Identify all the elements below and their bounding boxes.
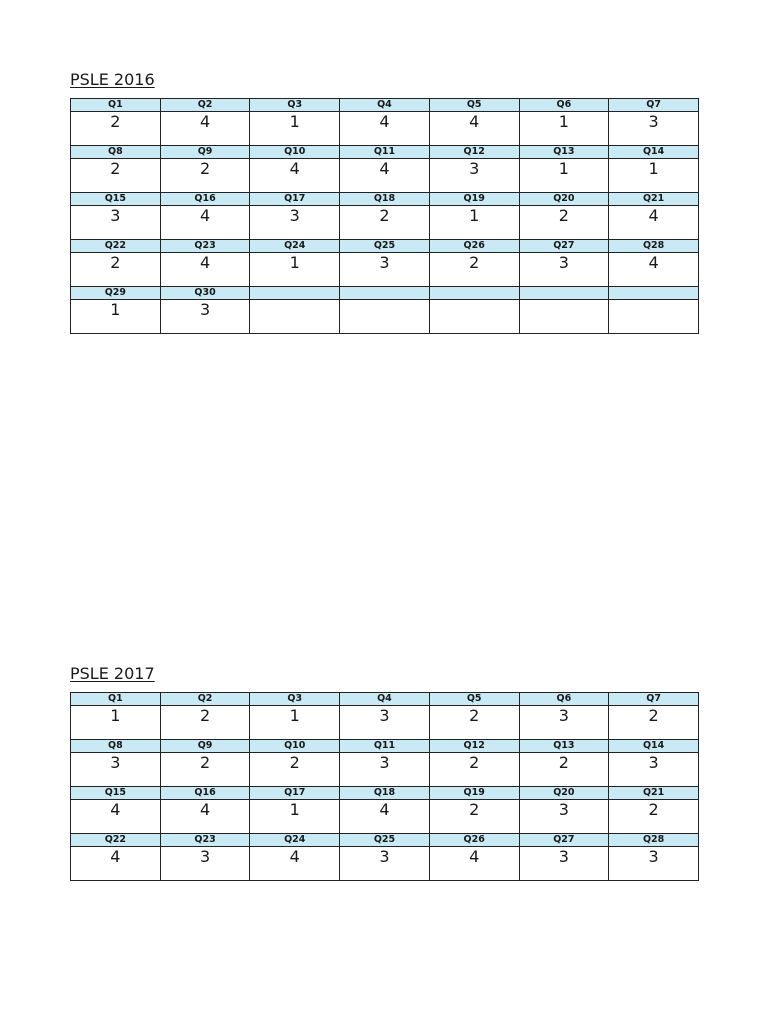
question-number-cell: Q12 bbox=[429, 740, 519, 753]
question-number-cell: Q6 bbox=[519, 99, 609, 112]
answer-row bbox=[71, 159, 699, 193]
question-number-cell: Q7 bbox=[609, 99, 699, 112]
question-number-cell: Q28 bbox=[609, 240, 699, 253]
answer-cell: 3 bbox=[519, 253, 609, 287]
question-number-cell: Q3 bbox=[250, 693, 340, 706]
question-number-cell: Q23 bbox=[160, 834, 250, 847]
question-number-cell: Q30 bbox=[160, 287, 250, 300]
question-number-cell: Q1 bbox=[71, 99, 161, 112]
answer-cell: 4 bbox=[160, 800, 250, 834]
answer-cell: 4 bbox=[609, 253, 699, 287]
question-number-cell: Q19 bbox=[429, 193, 519, 206]
question-number-cell: Q20 bbox=[519, 787, 609, 800]
answer-cell: 4 bbox=[429, 847, 519, 881]
answer-cell: 4 bbox=[160, 206, 250, 240]
answer-cell: 3 bbox=[340, 847, 430, 881]
answer-cell: 3 bbox=[160, 300, 250, 334]
question-number-cell: Q8 bbox=[71, 146, 161, 159]
answer-cell: 2 bbox=[71, 112, 161, 146]
answer-cell: 1 bbox=[519, 112, 609, 146]
question-number-cell: Q26 bbox=[429, 240, 519, 253]
answer-cell: 2 bbox=[340, 206, 430, 240]
answer-cell: 3 bbox=[609, 847, 699, 881]
question-number-cell bbox=[250, 287, 340, 300]
question-number-cell: Q5 bbox=[429, 693, 519, 706]
question-number-row bbox=[71, 240, 699, 253]
answer-row bbox=[71, 800, 699, 834]
question-number-cell: Q21 bbox=[609, 193, 699, 206]
question-number-cell: Q9 bbox=[160, 740, 250, 753]
answer-row bbox=[71, 112, 699, 146]
answer-cell: 4 bbox=[250, 159, 340, 193]
answer-cell: 3 bbox=[250, 206, 340, 240]
question-number-cell: Q4 bbox=[340, 693, 430, 706]
answer-cell: 3 bbox=[609, 112, 699, 146]
question-number-cell: Q2 bbox=[160, 693, 250, 706]
question-number-cell: Q10 bbox=[250, 740, 340, 753]
answer-cell: 2 bbox=[429, 706, 519, 740]
question-number-cell: Q18 bbox=[340, 787, 430, 800]
answer-cell: 1 bbox=[250, 112, 340, 146]
answer-cell: 3 bbox=[340, 753, 430, 787]
answer-cell: 4 bbox=[340, 112, 430, 146]
question-number-cell: Q2 bbox=[160, 99, 250, 112]
answer-cell: 4 bbox=[160, 253, 250, 287]
question-number-cell: Q14 bbox=[609, 146, 699, 159]
question-number-cell: Q12 bbox=[429, 146, 519, 159]
question-number-cell: Q16 bbox=[160, 787, 250, 800]
question-number-cell: Q27 bbox=[519, 834, 609, 847]
question-number-cell: Q28 bbox=[609, 834, 699, 847]
question-number-cell bbox=[429, 287, 519, 300]
answer-cell: 3 bbox=[519, 706, 609, 740]
answer-cell bbox=[250, 300, 340, 334]
question-number-row bbox=[71, 146, 699, 159]
question-number-cell: Q13 bbox=[519, 740, 609, 753]
answer-cell: 4 bbox=[340, 159, 430, 193]
answer-cell: 1 bbox=[250, 800, 340, 834]
question-number-cell: Q11 bbox=[340, 740, 430, 753]
question-number-cell: Q11 bbox=[340, 146, 430, 159]
answer-cell: 3 bbox=[71, 753, 161, 787]
answer-cell: 2 bbox=[160, 706, 250, 740]
question-number-row bbox=[71, 787, 699, 800]
question-number-cell: Q8 bbox=[71, 740, 161, 753]
answer-cell bbox=[609, 300, 699, 334]
section-title: PSLE 2016 bbox=[70, 70, 155, 89]
answer-cell: 1 bbox=[71, 706, 161, 740]
question-number-cell: Q20 bbox=[519, 193, 609, 206]
answer-cell: 2 bbox=[429, 253, 519, 287]
answer-cell: 2 bbox=[609, 800, 699, 834]
question-number-cell: Q15 bbox=[71, 787, 161, 800]
question-number-cell: Q25 bbox=[340, 240, 430, 253]
answer-cell: 2 bbox=[429, 753, 519, 787]
section-psle-2016 bbox=[70, 70, 699, 334]
answer-cell: 3 bbox=[609, 753, 699, 787]
question-number-row bbox=[71, 99, 699, 112]
answer-cell: 3 bbox=[519, 847, 609, 881]
answer-cell: 3 bbox=[340, 706, 430, 740]
question-number-cell: Q9 bbox=[160, 146, 250, 159]
section-psle-2017 bbox=[70, 664, 699, 881]
answer-cell: 4 bbox=[160, 112, 250, 146]
answer-cell: 1 bbox=[609, 159, 699, 193]
answer-cell: 2 bbox=[71, 159, 161, 193]
question-number-cell bbox=[609, 287, 699, 300]
question-number-cell: Q22 bbox=[71, 834, 161, 847]
answer-table bbox=[70, 98, 699, 334]
answer-cell: 1 bbox=[429, 206, 519, 240]
question-number-cell: Q1 bbox=[71, 693, 161, 706]
answer-cell: 4 bbox=[71, 800, 161, 834]
answer-cell: 3 bbox=[71, 206, 161, 240]
question-number-cell bbox=[519, 287, 609, 300]
answer-cell: 2 bbox=[519, 753, 609, 787]
question-number-cell: Q7 bbox=[609, 693, 699, 706]
answer-cell bbox=[429, 300, 519, 334]
question-number-cell: Q29 bbox=[71, 287, 161, 300]
answer-cell bbox=[519, 300, 609, 334]
answer-row bbox=[71, 847, 699, 881]
answer-cell: 4 bbox=[340, 800, 430, 834]
answer-row bbox=[71, 206, 699, 240]
answer-cell: 3 bbox=[519, 800, 609, 834]
answer-cell: 4 bbox=[609, 206, 699, 240]
question-number-cell: Q17 bbox=[250, 193, 340, 206]
answer-cell: 2 bbox=[250, 753, 340, 787]
answer-row bbox=[71, 753, 699, 787]
question-number-row bbox=[71, 193, 699, 206]
answer-cell: 1 bbox=[71, 300, 161, 334]
answer-cell: 3 bbox=[340, 253, 430, 287]
question-number-cell: Q19 bbox=[429, 787, 519, 800]
answer-cell bbox=[340, 300, 430, 334]
answer-cell: 2 bbox=[609, 706, 699, 740]
answer-cell: 2 bbox=[71, 253, 161, 287]
question-number-row bbox=[71, 834, 699, 847]
question-number-cell: Q26 bbox=[429, 834, 519, 847]
answer-cell: 4 bbox=[71, 847, 161, 881]
question-number-row bbox=[71, 693, 699, 706]
question-number-row bbox=[71, 740, 699, 753]
answer-row bbox=[71, 706, 699, 740]
question-number-cell: Q10 bbox=[250, 146, 340, 159]
question-number-cell bbox=[340, 287, 430, 300]
question-number-cell: Q14 bbox=[609, 740, 699, 753]
question-number-cell: Q23 bbox=[160, 240, 250, 253]
question-number-cell: Q3 bbox=[250, 99, 340, 112]
answer-cell: 4 bbox=[250, 847, 340, 881]
question-number-cell: Q13 bbox=[519, 146, 609, 159]
answer-cell: 3 bbox=[429, 159, 519, 193]
question-number-cell: Q22 bbox=[71, 240, 161, 253]
question-number-cell: Q24 bbox=[250, 240, 340, 253]
answer-cell: 1 bbox=[250, 706, 340, 740]
question-number-cell: Q16 bbox=[160, 193, 250, 206]
question-number-cell: Q21 bbox=[609, 787, 699, 800]
question-number-cell: Q24 bbox=[250, 834, 340, 847]
answer-cell: 1 bbox=[250, 253, 340, 287]
question-number-cell: Q6 bbox=[519, 693, 609, 706]
question-number-cell: Q27 bbox=[519, 240, 609, 253]
answer-cell: 2 bbox=[429, 800, 519, 834]
answer-cell: 2 bbox=[160, 159, 250, 193]
question-number-cell: Q18 bbox=[340, 193, 430, 206]
question-number-cell: Q17 bbox=[250, 787, 340, 800]
answer-table bbox=[70, 692, 699, 881]
question-number-cell: Q5 bbox=[429, 99, 519, 112]
question-number-row bbox=[71, 287, 699, 300]
question-number-cell: Q25 bbox=[340, 834, 430, 847]
answer-cell: 3 bbox=[160, 847, 250, 881]
question-number-cell: Q4 bbox=[340, 99, 430, 112]
question-number-cell: Q15 bbox=[71, 193, 161, 206]
answer-cell: 2 bbox=[519, 206, 609, 240]
answer-cell: 2 bbox=[160, 753, 250, 787]
section-title: PSLE 2017 bbox=[70, 664, 155, 683]
answer-row bbox=[71, 253, 699, 287]
answer-cell: 1 bbox=[519, 159, 609, 193]
answer-row bbox=[71, 300, 699, 334]
answer-cell: 4 bbox=[429, 112, 519, 146]
